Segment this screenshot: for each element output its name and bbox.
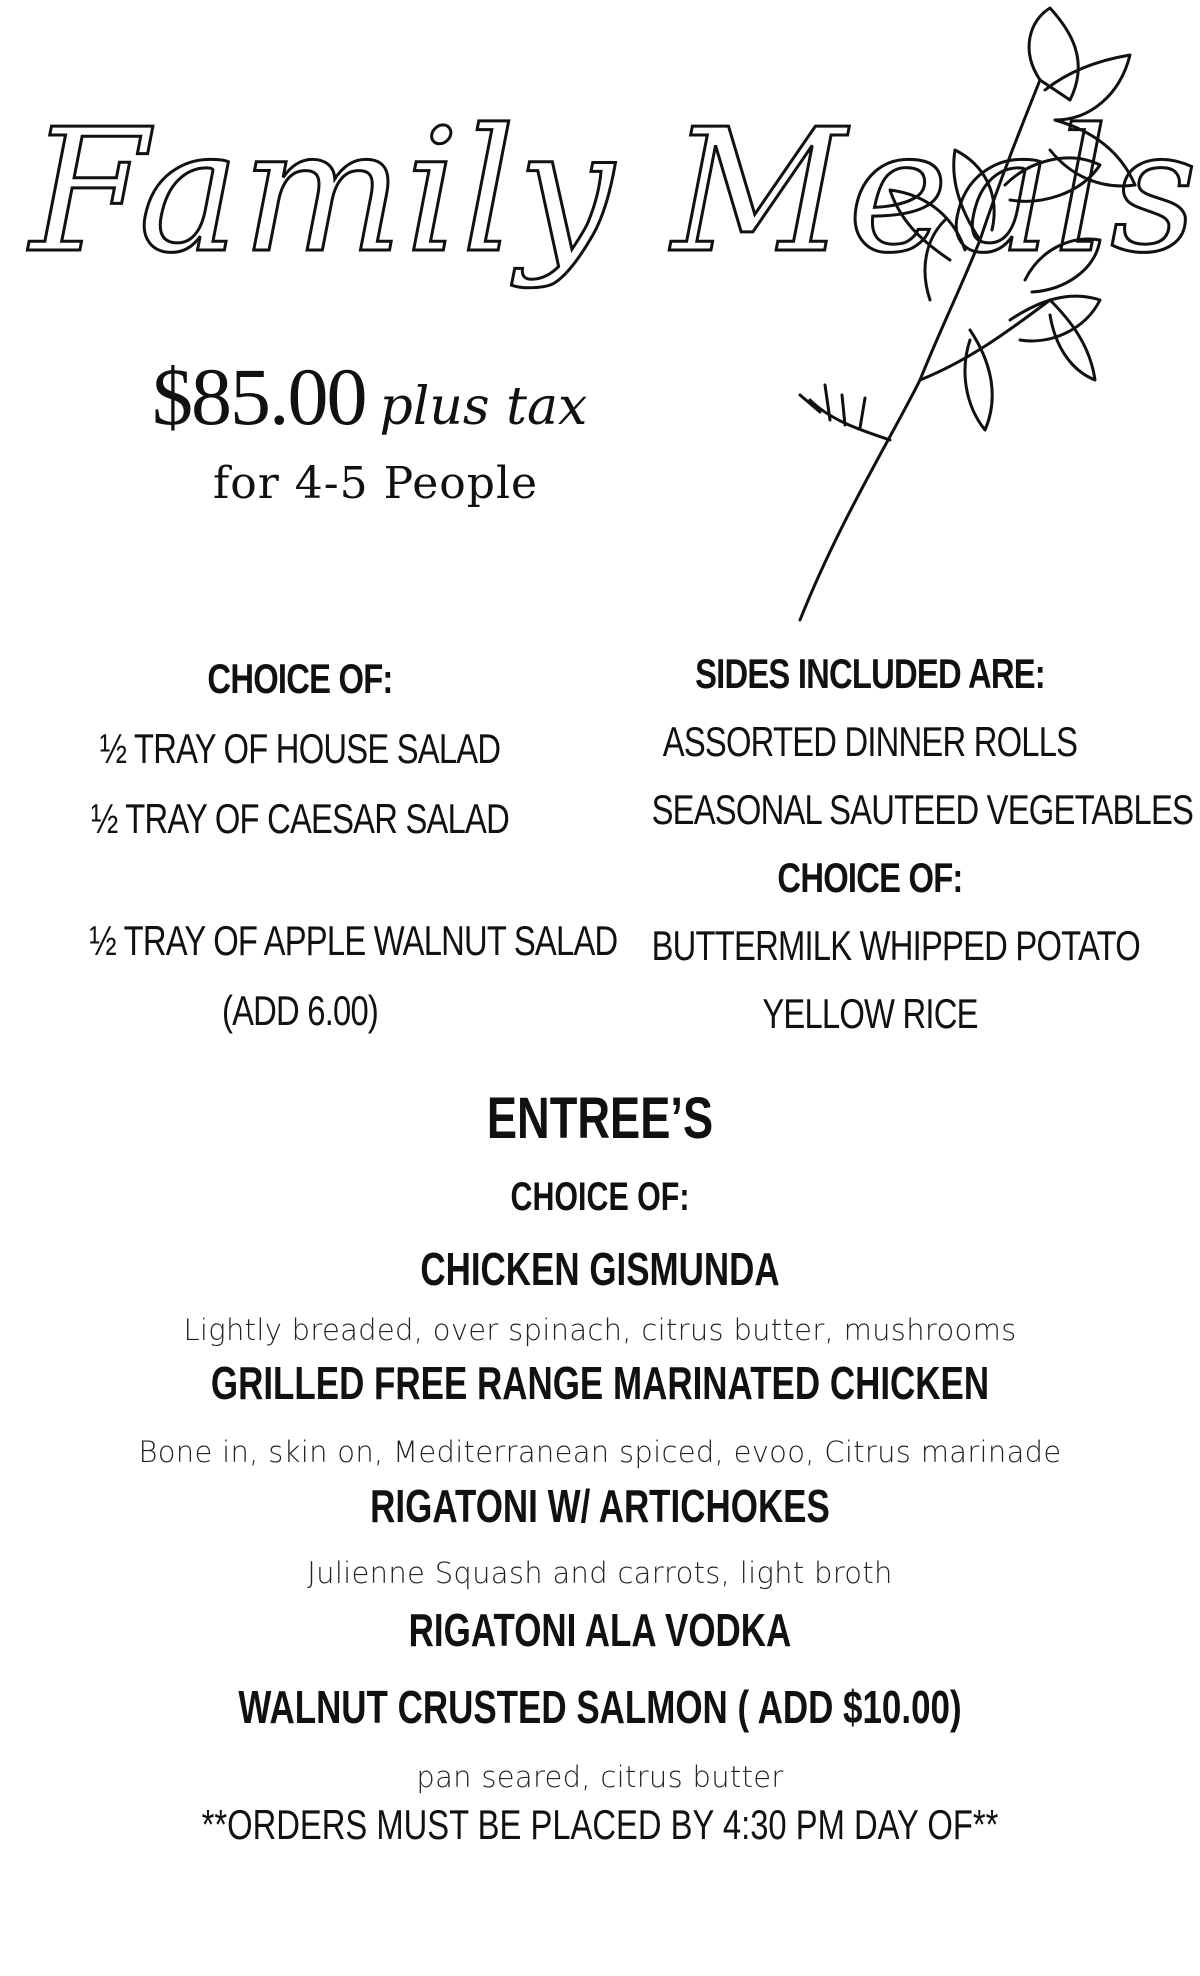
serving-size: for 4-5 People [213,458,539,509]
salad-option: ½ TRAY OF HOUSE SALAD [99,725,501,772]
entree-name: CHICKEN GISMUNDA [420,1243,780,1295]
salad-option: ½ TRAY OF APPLE WALNUT SALAD [89,917,618,964]
side-choice: YELLOW RICE [762,990,978,1037]
entree-name: RIGATONI ALA VODKA [408,1604,792,1656]
entree-description: Julienne Squash and carrots, light broth [307,1556,893,1590]
entree-description: Lightly breaded, over spinach, citrus butter, mushrooms [183,1313,1017,1347]
salad-option: ½ TRAY OF CAESAR SALAD [91,795,509,842]
sides-heading: SIDES INCLUDED ARE: [695,650,1045,697]
price-suffix: plus tax [379,377,588,437]
price-line [152,350,587,444]
entree-choice-heading: CHOICE OF: [510,1175,690,1219]
price: $85.00 [152,351,366,442]
order-deadline-note: **ORDERS MUST BE PLACED BY 4:30 PM DAY OF** [201,1801,999,1848]
entree-description: pan seared, citrus butter [416,1760,784,1794]
salad-addon-price: (ADD 6.00) [221,987,379,1034]
title-text: Family Meals [30,93,1200,291]
side-item: ASSORTED DINNER ROLLS [662,718,1078,765]
side-choice-heading: CHOICE OF: [777,854,963,901]
entrees-heading: ENTREE’S [486,1086,714,1151]
salad-choices [30,655,618,1057]
entree-name: RIGATONI W/ ARTICHOKES [370,1480,830,1532]
entree-name: GRILLED FREE RANGE MARINATED CHICKEN [210,1357,990,1409]
spacer [30,865,570,917]
entrees-section [0,1085,1200,1857]
entree-description: Bone in, skin on, Mediterranean spiced, evoo, Citrus marinade [138,1435,1062,1469]
floral-illustration [770,0,1150,640]
side-choice: BUTTERMILK WHIPPED POTATO [651,922,1140,969]
entree-name: WALNUT CRUSTED SALMON ( ADD $10.00) [238,1681,962,1733]
sides-section [590,650,1194,1058]
salad-heading: CHOICE OF: [207,655,393,702]
side-item: SEASONAL SAUTEED VEGETABLES [651,786,1194,833]
